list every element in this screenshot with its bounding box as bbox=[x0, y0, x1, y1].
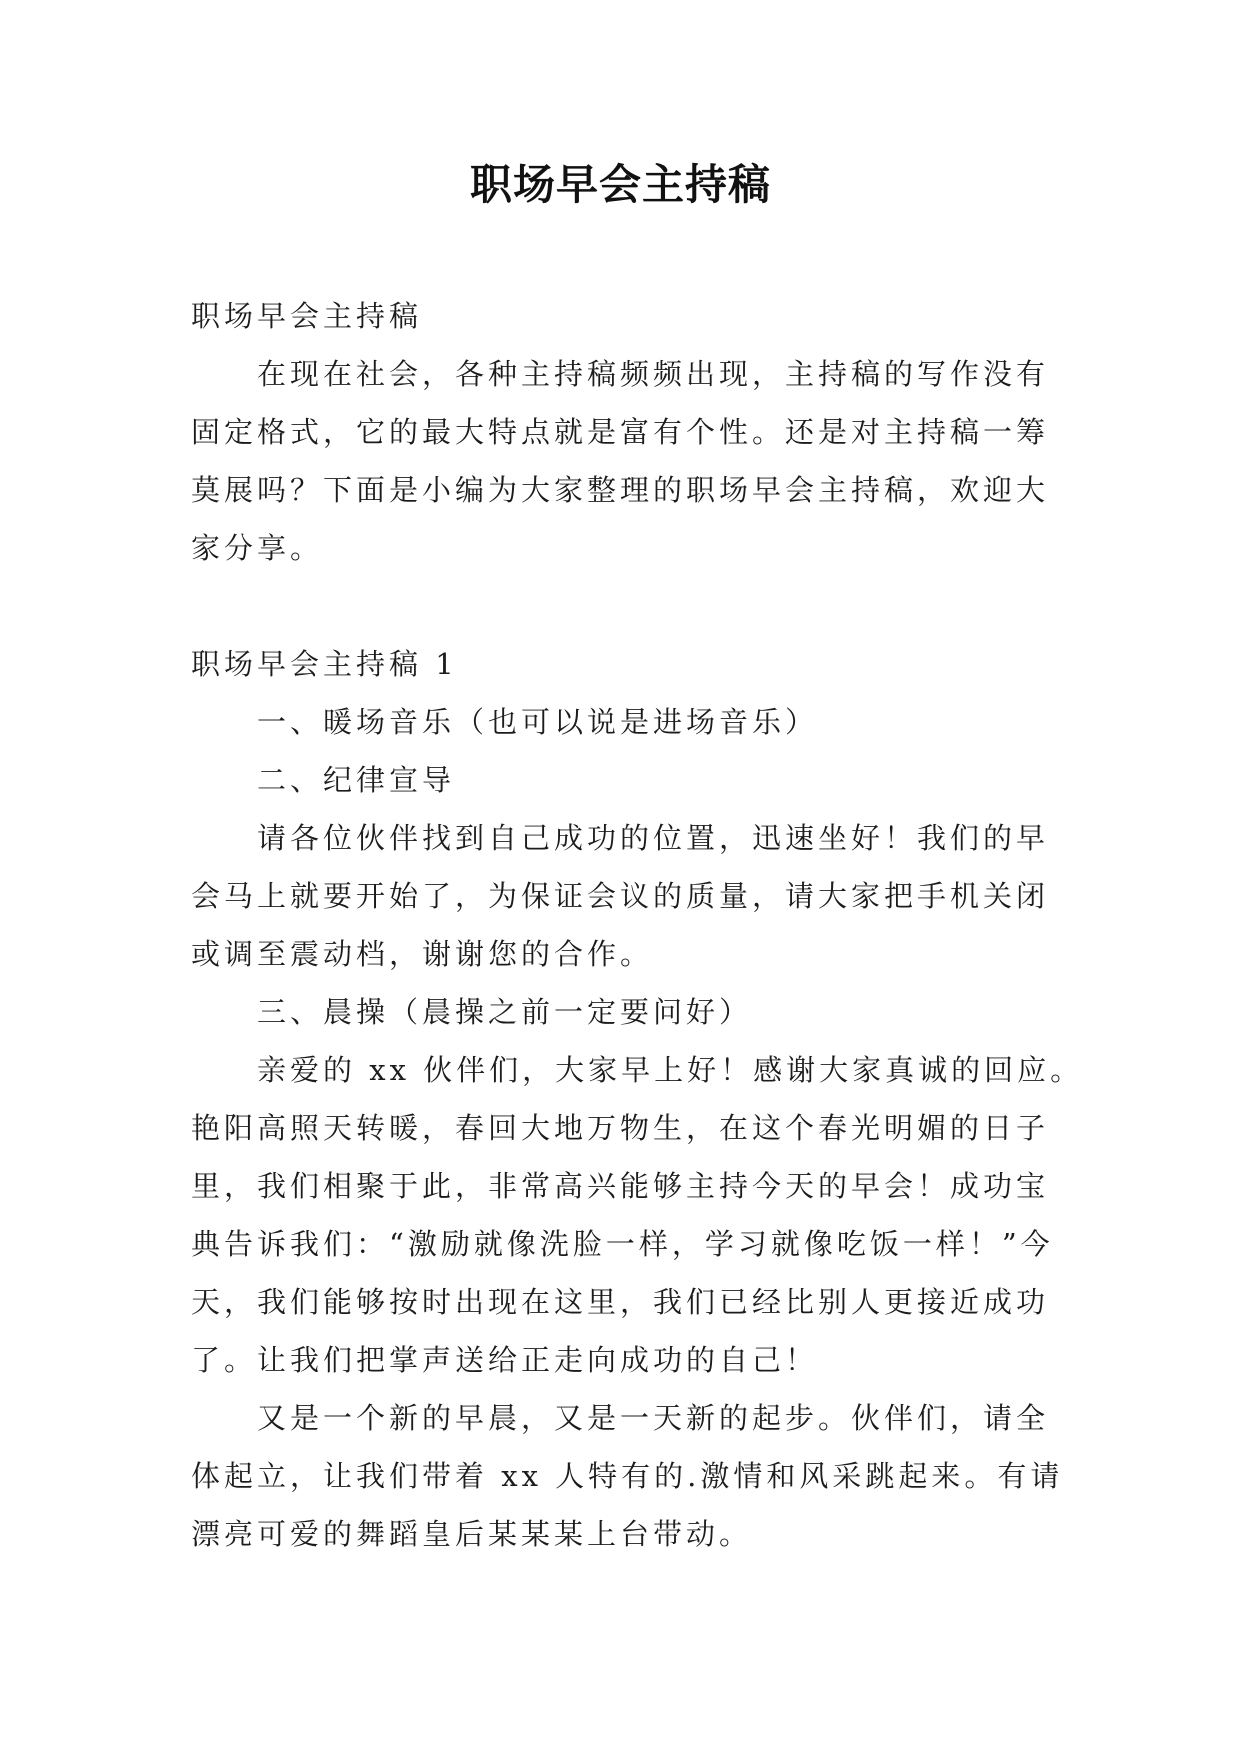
document-title: 职场早会主持稿 bbox=[469, 160, 771, 209]
paragraph-line: 里，我们相聚于此，非常高兴能够主持今天的早会！成功宝 bbox=[191, 1169, 1050, 1203]
paragraph-line: 亲爱的 xx 伙伴们，大家早上好！感谢大家真诚的回应。 bbox=[257, 1053, 1084, 1087]
section-item: 三、晨操（晨操之前一定要问好） bbox=[257, 995, 753, 1029]
intro-paragraph-line: 固定格式，它的最大特点就是富有个性。还是对主持稿一筹 bbox=[191, 415, 1050, 449]
intro-paragraph-line: 家分享。 bbox=[191, 531, 324, 565]
intro-block bbox=[191, 287, 1051, 577]
paragraph-line: 会马上就要开始了，为保证会议的质量，请大家把手机关闭 bbox=[191, 879, 1050, 913]
paragraph-line: 了。让我们把掌声送给正走向成功的自己！ bbox=[191, 1343, 819, 1377]
paragraph-line: 漂亮可爱的舞蹈皇后某某某上台带动。 bbox=[191, 1517, 753, 1551]
paragraph-line: 天，我们能够按时出现在这里，我们已经比别人更接近成功 bbox=[191, 1285, 1050, 1319]
section-item: 二、纪律宣导 bbox=[257, 763, 456, 797]
paragraph-line: 或调至震动档，谢谢您的合作。 bbox=[191, 937, 654, 971]
section-1-block bbox=[191, 635, 1084, 1563]
paragraph-line: 典告诉我们：“激励就像洗脸一样，学习就像吃饭一样！”今 bbox=[191, 1227, 1054, 1261]
intro-heading: 职场早会主持稿 bbox=[191, 299, 423, 333]
section-item: 一、暖场音乐（也可以说是进场音乐） bbox=[257, 705, 819, 739]
paragraph-line: 艳阳高照天转暖，春回大地万物生，在这个春光明媚的日子 bbox=[191, 1111, 1050, 1145]
paragraph-line: 体起立，让我们带着 xx 人特有的.激情和风采跳起来。有请 bbox=[191, 1459, 1064, 1493]
intro-paragraph-line: 在现在社会，各种主持稿频频出现，主持稿的写作没有 bbox=[257, 357, 1050, 391]
paragraph-line: 又是一个新的早晨，又是一天新的起步。伙伴们，请全 bbox=[257, 1401, 1050, 1435]
section-heading: 职场早会主持稿 1 bbox=[191, 647, 458, 681]
paragraph-line: 请各位伙伴找到自己成功的位置，迅速坐好！我们的早 bbox=[257, 821, 1050, 855]
intro-paragraph-line: 莫展吗？下面是小编为大家整理的职场早会主持稿，欢迎大 bbox=[191, 473, 1050, 507]
